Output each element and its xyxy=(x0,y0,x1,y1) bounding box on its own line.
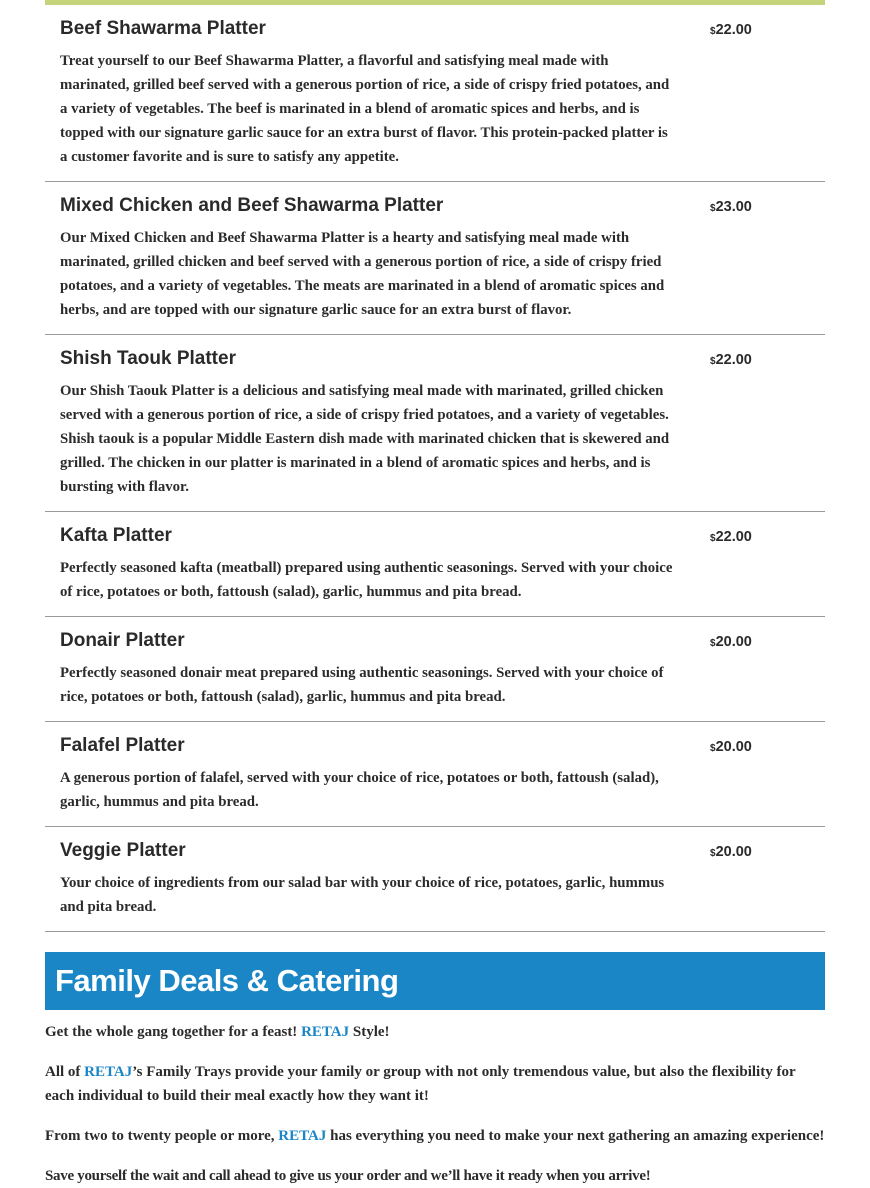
price-value: 20.00 xyxy=(715,739,752,755)
family-trays-paragraph xyxy=(45,1060,825,1108)
menu-item-description: A generous portion of falafel, served with your choice of rice, potatoes or both, fattoush (salad), garlic, hummus and pita bread. xyxy=(60,770,659,810)
menu-item-description: Our Mixed Chicken and Beef Shawarma Platter is a hearty and satisfying meal made with marinated, grilled chicken and beef served with a generous portion of rice, a side of crispy fried potatoes, and a variety of vegetables. The meats are marinated in a blend of aromatic spices and herbs, and are topped with our signature garlic sauce for an extra burst of flavor. xyxy=(60,230,665,318)
menu-item-name: Donair Platter xyxy=(60,630,185,651)
menu-item-name: Shish Taouk Platter xyxy=(60,348,236,369)
menu-item-price xyxy=(710,22,752,38)
menu-item-name: Mixed Chicken and Beef Shawarma Platter xyxy=(60,195,444,216)
price-value: 22.00 xyxy=(715,352,752,368)
paragraph-text: All of xyxy=(45,1064,85,1080)
menu-item-falafel-platter xyxy=(45,722,825,827)
paragraph-text: Style! xyxy=(349,1024,390,1040)
menu-item-description: Perfectly seasoned donair meat prepared using authentic seasonings. Served with your choice of rice, potatoes or both, fattoush (salad), garlic, hummus and pita bread. xyxy=(60,665,664,705)
menu-item-description: Perfectly seasoned kafta (meatball) prepared using authentic seasonings. Served with your choice of rice, potatoes or both, fattoush (salad), garlic, hummus and pita bread. xyxy=(60,560,673,600)
currency-symbol: $ xyxy=(710,26,716,37)
menu-item-donair-platter xyxy=(45,617,825,722)
section-title: Family Deals & Catering xyxy=(55,963,399,998)
menu-item-price xyxy=(710,634,752,650)
price-value: 20.00 xyxy=(715,844,752,860)
currency-symbol: $ xyxy=(710,533,716,544)
brand-name: RETAJ xyxy=(84,1064,133,1080)
price-value: 22.00 xyxy=(715,22,752,38)
menu-item-beef-shawarma-platter xyxy=(45,5,825,182)
menu-item-name: Falafel Platter xyxy=(60,735,185,756)
page-content xyxy=(45,0,825,1188)
call-ahead-paragraph: Save yourself the wait and call ahead to give us your order and we’ll have it ready when you arrive! xyxy=(45,1168,651,1184)
currency-symbol: $ xyxy=(710,743,716,754)
price-value: 23.00 xyxy=(715,199,752,215)
menu-item-price xyxy=(710,199,752,215)
currency-symbol: $ xyxy=(710,203,716,214)
currency-symbol: $ xyxy=(710,638,716,649)
paragraph-text: Get the whole gang together for a feast! xyxy=(45,1024,302,1040)
menu-item-shish-taouk-platter xyxy=(45,335,825,512)
menu-item-name: Veggie Platter xyxy=(60,840,186,861)
menu-item-price xyxy=(710,844,752,860)
menu-item-mixed-shawarma-platter xyxy=(45,182,825,335)
menu-item-name: Kafta Platter xyxy=(60,525,172,546)
menu-item-name: Beef Shawarma Platter xyxy=(60,18,266,39)
menu-item-kafta-platter xyxy=(45,512,825,617)
menu-list xyxy=(45,5,825,932)
currency-symbol: $ xyxy=(710,356,716,367)
menu-item-price xyxy=(710,739,752,755)
family-deals-header xyxy=(45,952,825,1010)
currency-symbol: $ xyxy=(710,848,716,859)
paragraph-text: ’s Family Trays provide your family or group with not only tremendous value, but also the flexibility for each individual to build their meal exactly how they want it! xyxy=(45,1064,796,1104)
menu-item-description: Treat yourself to our Beef Shawarma Platter, a flavorful and satisfying meal made with marinated, grilled beef served with a generous portion of rice, a side of crispy fried potatoes, and a variety of vegetables. The beef is marinated in a blend of aromatic spices and herbs, and is topped with our signature garlic sauce for an extra burst of flavor. This protein-packed platter is a customer favorite and is sure to satisfy any appetite. xyxy=(60,53,670,165)
brand-name: RETAJ xyxy=(278,1128,327,1144)
menu-item-description: Our Shish Taouk Platter is a delicious and satisfying meal made with marinated, grilled chicken served with a generous portion of rice, a side of crispy fried potatoes, and a variety of vegetables. Shish taouk is a popular Middle Eastern dish made with marinated chicken that is skewered and grilled. The chicken in our platter is marinated in a blend of aromatic spices and herbs, and is bursting with flavor. xyxy=(60,383,670,495)
menu-item-price xyxy=(710,529,752,545)
brand-name: RETAJ xyxy=(301,1024,350,1040)
price-value: 20.00 xyxy=(715,634,752,650)
menu-item-description: Your choice of ingredients from our salad bar with your choice of rice, potatoes, garlic, hummus and pita bread. xyxy=(60,875,665,915)
paragraph-text: has everything you need to make your next gathering an amazing experience! xyxy=(326,1128,825,1144)
intro-paragraph xyxy=(45,1020,825,1044)
price-value: 22.00 xyxy=(715,529,752,545)
paragraph-text: From two to twenty people or more, xyxy=(45,1128,279,1144)
menu-item-veggie-platter xyxy=(45,827,825,932)
menu-item-price xyxy=(710,352,752,368)
gathering-paragraph xyxy=(45,1124,825,1148)
